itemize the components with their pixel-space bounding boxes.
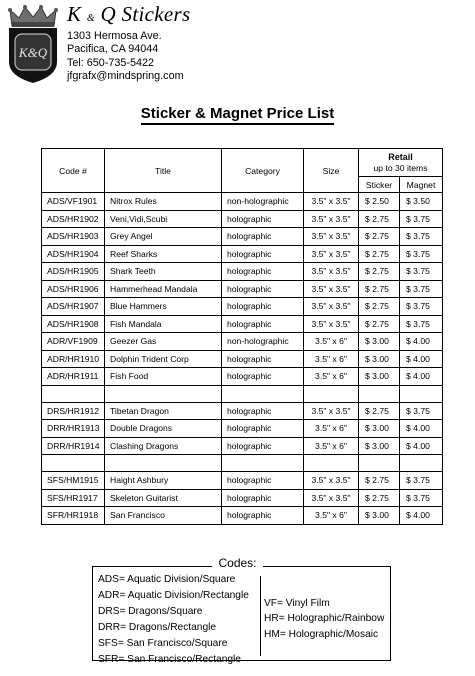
magnet-price-cell: $ 3.75	[400, 472, 443, 490]
header-size: Size	[304, 149, 359, 193]
size-cell: 3.5" x 3.5"	[304, 472, 359, 490]
table-row	[42, 368, 443, 386]
title-cell: Dolphin Trident Corp	[105, 350, 222, 368]
code-cell: SFS/HM1915	[42, 472, 105, 490]
code-legend-item: DRR= Dragons/Rectangle	[98, 622, 217, 634]
category-cell: holographic	[222, 228, 304, 246]
title-cell: Grey Angel	[105, 228, 222, 246]
code-cell: ADR/VF1909	[42, 333, 105, 351]
address-city: Pacifica, CA 94044	[67, 43, 159, 56]
category-cell: non-holographic	[222, 193, 304, 211]
code-cell: ADS/HR1903	[42, 228, 105, 246]
sticker-price-cell: $ 2.75	[359, 489, 400, 507]
title-cell: Skeleton Guitarist	[105, 489, 222, 507]
retail-subtitle: up to 30 items	[373, 163, 428, 173]
size-cell: 3.5" x 3.5"	[304, 315, 359, 333]
codes-list-right	[264, 596, 384, 642]
svg-text:K&Q: K&Q	[18, 45, 48, 60]
code-legend-item: SFR= San Francisco/Rectangle	[98, 654, 241, 666]
size-cell: 3.5" x 6"	[304, 507, 359, 525]
table-row	[42, 489, 443, 507]
magnet-price-cell: $ 3.75	[400, 315, 443, 333]
category-cell: holographic	[222, 420, 304, 438]
address-phone: Tel: 650-735-5422	[67, 56, 155, 69]
magnet-price-cell: $ 4.00	[400, 350, 443, 368]
code-legend-item: ADR= Aquatic Division/Rectangle	[98, 590, 249, 602]
table-row	[42, 193, 443, 211]
category-cell: holographic	[222, 489, 304, 507]
title-cell: Reef Sharks	[105, 245, 222, 263]
sticker-price-cell: $ 3.00	[359, 507, 400, 525]
sticker-price-cell: $ 2.75	[359, 245, 400, 263]
header-title: Title	[105, 149, 222, 193]
size-cell: 3.5" x 3.5"	[304, 210, 359, 228]
code-legend-item: HM= Holographic/Mosaic	[264, 628, 379, 640]
sticker-price-cell: $ 2.75	[359, 210, 400, 228]
crown-icon	[8, 5, 58, 27]
code-cell: DRS/HR1912	[42, 402, 105, 420]
code-cell: ADS/HR1906	[42, 280, 105, 298]
title-cell: Blue Hammers	[105, 298, 222, 316]
category-cell: holographic	[222, 245, 304, 263]
magnet-price-cell: $ 3.75	[400, 298, 443, 316]
magnet-price-cell: $ 4.00	[400, 437, 443, 455]
size-cell: 3.5" x 3.5"	[304, 280, 359, 298]
category-cell: holographic	[222, 350, 304, 368]
magnet-price-cell: $ 4.00	[400, 368, 443, 386]
title-cell: Shark Teeth	[105, 263, 222, 281]
code-cell: DRR/HR1913	[42, 420, 105, 438]
code-cell	[42, 455, 105, 472]
size-cell: 3.5" x 6"	[304, 420, 359, 438]
category-cell	[222, 385, 304, 402]
page-title: Sticker & Magnet Price List	[0, 105, 475, 122]
category-cell: holographic	[222, 402, 304, 420]
table-row	[42, 437, 443, 455]
sticker-price-cell: $ 2.75	[359, 298, 400, 316]
title-cell: Nitrox Rules	[105, 193, 222, 211]
table-row	[42, 507, 443, 525]
code-cell: ADS/HR1902	[42, 210, 105, 228]
address-street: 1303 Hermosa Ave.	[67, 30, 162, 42]
code-legend-item: HR= Holographic/Rainbow	[264, 613, 385, 625]
size-cell: 3.5" x 3.5"	[304, 263, 359, 281]
code-legend-item: VF= Vinyl Film	[264, 598, 330, 609]
sticker-price-cell	[359, 385, 400, 402]
category-cell: holographic	[222, 315, 304, 333]
brand-name: K & Q Stickers	[67, 2, 191, 26]
code-cell	[42, 385, 105, 402]
title-cell	[105, 385, 222, 402]
header-code: Code #	[42, 149, 105, 193]
code-cell: ADS/HR1904	[42, 245, 105, 263]
size-cell	[304, 385, 359, 402]
title-cell: Double Dragons	[105, 420, 222, 438]
magnet-price-cell: $ 3.75	[400, 228, 443, 246]
magnet-price-cell: $ 3.75	[400, 402, 443, 420]
table-row	[42, 402, 443, 420]
sticker-price-cell: $ 3.00	[359, 350, 400, 368]
size-cell: 3.5" x 6"	[304, 368, 359, 386]
size-cell: 3.5" x 3.5"	[304, 402, 359, 420]
codes-divider	[260, 576, 261, 656]
magnet-price-cell: $ 3.75	[400, 489, 443, 507]
sticker-price-cell: $ 3.00	[359, 333, 400, 351]
code-cell: DRR/HR1914	[42, 437, 105, 455]
table-row	[42, 228, 443, 246]
magnet-price-cell: $ 3.50	[400, 193, 443, 211]
magnet-price-cell: $ 3.75	[400, 245, 443, 263]
magnet-price-cell: $ 4.00	[400, 420, 443, 438]
code-cell: SFR/HR1918	[42, 507, 105, 525]
category-cell: holographic	[222, 210, 304, 228]
size-cell: 3.5" x 3.5"	[304, 228, 359, 246]
sticker-price-cell: $ 3.00	[359, 437, 400, 455]
title-cell: Tibetan Dragon	[105, 402, 222, 420]
table-row	[42, 298, 443, 316]
price-table-body	[42, 193, 443, 525]
magnet-price-cell	[400, 455, 443, 472]
table-row	[42, 263, 443, 281]
table-row	[42, 245, 443, 263]
title-cell: Veni,Vidi,Scubi	[105, 210, 222, 228]
size-cell: 3.5" x 3.5"	[304, 489, 359, 507]
size-cell: 3.5" x 3.5"	[304, 245, 359, 263]
category-cell: non-holographic	[222, 333, 304, 351]
sticker-price-cell: $ 2.50	[359, 193, 400, 211]
title-cell: Fish Mandala	[105, 315, 222, 333]
code-cell: ADS/HR1908	[42, 315, 105, 333]
header-retail	[359, 149, 443, 177]
code-cell: ADS/HR1905	[42, 263, 105, 281]
code-cell: SFS/HR1917	[42, 489, 105, 507]
magnet-price-cell: $ 4.00	[400, 507, 443, 525]
table-row	[42, 333, 443, 351]
sticker-price-cell: $ 2.75	[359, 402, 400, 420]
sticker-price-cell: $ 2.75	[359, 228, 400, 246]
sticker-price-cell: $ 3.00	[359, 368, 400, 386]
magnet-price-cell: $ 4.00	[400, 333, 443, 351]
sticker-price-cell: $ 3.00	[359, 420, 400, 438]
category-cell: holographic	[222, 472, 304, 490]
code-legend-item: DRS= Dragons/Square	[98, 606, 203, 618]
title-cell: Geezer Gas	[105, 333, 222, 351]
header-magnet: Magnet	[400, 177, 443, 193]
retail-label: Retail	[388, 152, 413, 162]
table-row	[42, 280, 443, 298]
codes-list-left	[98, 572, 249, 669]
code-cell: ADS/HR1907	[42, 298, 105, 316]
size-cell: 3.5" x 3.5"	[304, 298, 359, 316]
magnet-price-cell: $ 3.75	[400, 210, 443, 228]
size-cell: 3.5" x 6"	[304, 350, 359, 368]
magnet-price-cell: $ 3.75	[400, 263, 443, 281]
sticker-price-cell: $ 2.75	[359, 280, 400, 298]
address-email[interactable]: jfgrafx@mindspring.com	[67, 70, 184, 83]
shield-icon	[9, 28, 57, 83]
table-row	[42, 315, 443, 333]
table-spacer-row	[42, 385, 443, 402]
sticker-price-cell	[359, 455, 400, 472]
category-cell: holographic	[222, 368, 304, 386]
size-cell	[304, 455, 359, 472]
table-row	[42, 350, 443, 368]
header-sticker: Sticker	[359, 177, 400, 193]
title-cell: Clashing Dragons	[105, 437, 222, 455]
sticker-price-cell: $ 2.75	[359, 315, 400, 333]
price-table	[41, 148, 443, 525]
category-cell: holographic	[222, 507, 304, 525]
codes-title: Codes:	[0, 556, 475, 570]
category-cell	[222, 455, 304, 472]
company-logo	[6, 4, 60, 84]
category-cell: holographic	[222, 280, 304, 298]
table-row	[42, 420, 443, 438]
sticker-price-cell: $ 2.75	[359, 472, 400, 490]
size-cell: 3.5" x 3.5"	[304, 193, 359, 211]
size-cell: 3.5" x 6"	[304, 333, 359, 351]
sticker-price-cell: $ 2.75	[359, 263, 400, 281]
address-block	[67, 30, 184, 84]
code-legend-item: ADS= Aquatic Division/Square	[98, 574, 236, 585]
category-cell: holographic	[222, 437, 304, 455]
table-spacer-row	[42, 455, 443, 472]
title-cell: Hammerhead Mandala	[105, 280, 222, 298]
title-cell: Haight Ashbury	[105, 472, 222, 490]
size-cell: 3.5" x 6"	[304, 437, 359, 455]
title-cell: Fish Food	[105, 368, 222, 386]
code-cell: ADR/HR1911	[42, 368, 105, 386]
code-legend-item: SFS= San Francisco/Square	[98, 638, 228, 650]
category-cell: holographic	[222, 298, 304, 316]
title-cell: San Francisco	[105, 507, 222, 525]
table-row	[42, 210, 443, 228]
magnet-price-cell	[400, 385, 443, 402]
category-cell: holographic	[222, 263, 304, 281]
header-category: Category	[222, 149, 304, 193]
code-cell: ADS/VF1901	[42, 193, 105, 211]
magnet-price-cell: $ 3.75	[400, 280, 443, 298]
code-cell: ADR/HR1910	[42, 350, 105, 368]
title-cell	[105, 455, 222, 472]
table-row	[42, 472, 443, 490]
